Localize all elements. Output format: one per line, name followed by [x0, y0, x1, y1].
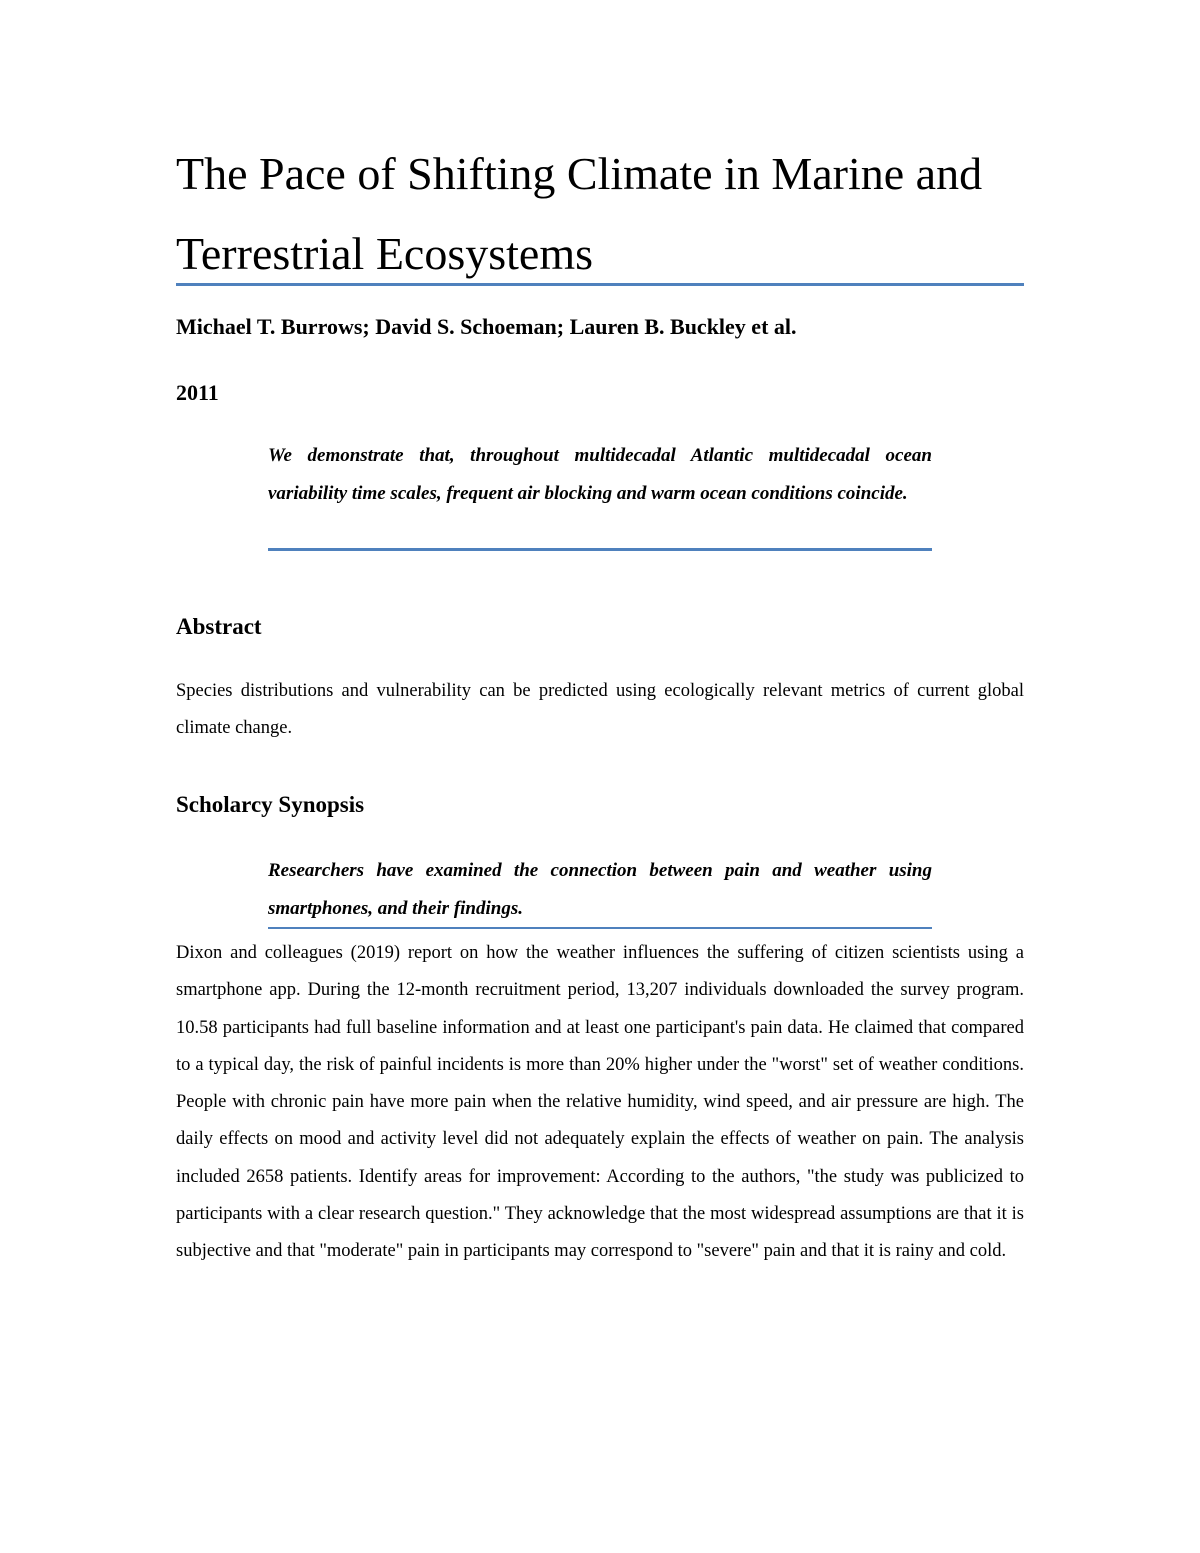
synopsis-text: Dixon and colleagues (2019) report on how the weather influences the suffering of citizen scientists using a smartphone app. During the 12-month recruitment period, 13,207 individuals downloaded the survey program. 10.58 participants had full baseline information and at least one participant's pain data. He claimed that compared to a typical day, the risk of painful incidents is more than 20% higher under the "worst" set of weather conditions. People with chronic pain have more pain when the relative humidity, wind speed, and air pressure are high. The daily effects on mood and activity level did not adequately explain the effects of weather on pain. The analysis included 2658 patients. Identify areas for improvement: According to the authors, "the study was publicized to participants with a clear research question." They acknowledge that the most widespread assumptions are that it is subjective and that "moderate" pain in participants may correspond to "severe" pain and that it is rainy and cold. — [176, 943, 1024, 1262]
synopsis-heading: Scholarcy Synopsis — [176, 792, 365, 817]
highlight-quote-divider — [268, 548, 932, 551]
synopsis-quote-divider — [268, 927, 932, 929]
publication-year: 2011 — [176, 380, 219, 405]
abstract-text: Species distributions and vulnerability can be predicted using ecologically relevant metrics of current global climate change. — [176, 681, 1024, 739]
title-divider — [176, 283, 1024, 286]
abstract-heading: Abstract — [176, 614, 262, 639]
author-list: Michael T. Burrows; David S. Schoeman; Lauren B. Buckley et al. — [176, 314, 797, 339]
highlight-quote: We demonstrate that, throughout multidecadal Atlantic multidecadal ocean variability time scales, frequent air blocking and warm ocean conditions coincide. — [268, 445, 932, 504]
synopsis-quote: Researchers have examined the connection between pain and weather using smartphones, and their findings. — [268, 860, 932, 919]
page-title: The Pace of Shifting Climate in Marine and Terrestrial Ecosystems — [176, 148, 983, 279]
